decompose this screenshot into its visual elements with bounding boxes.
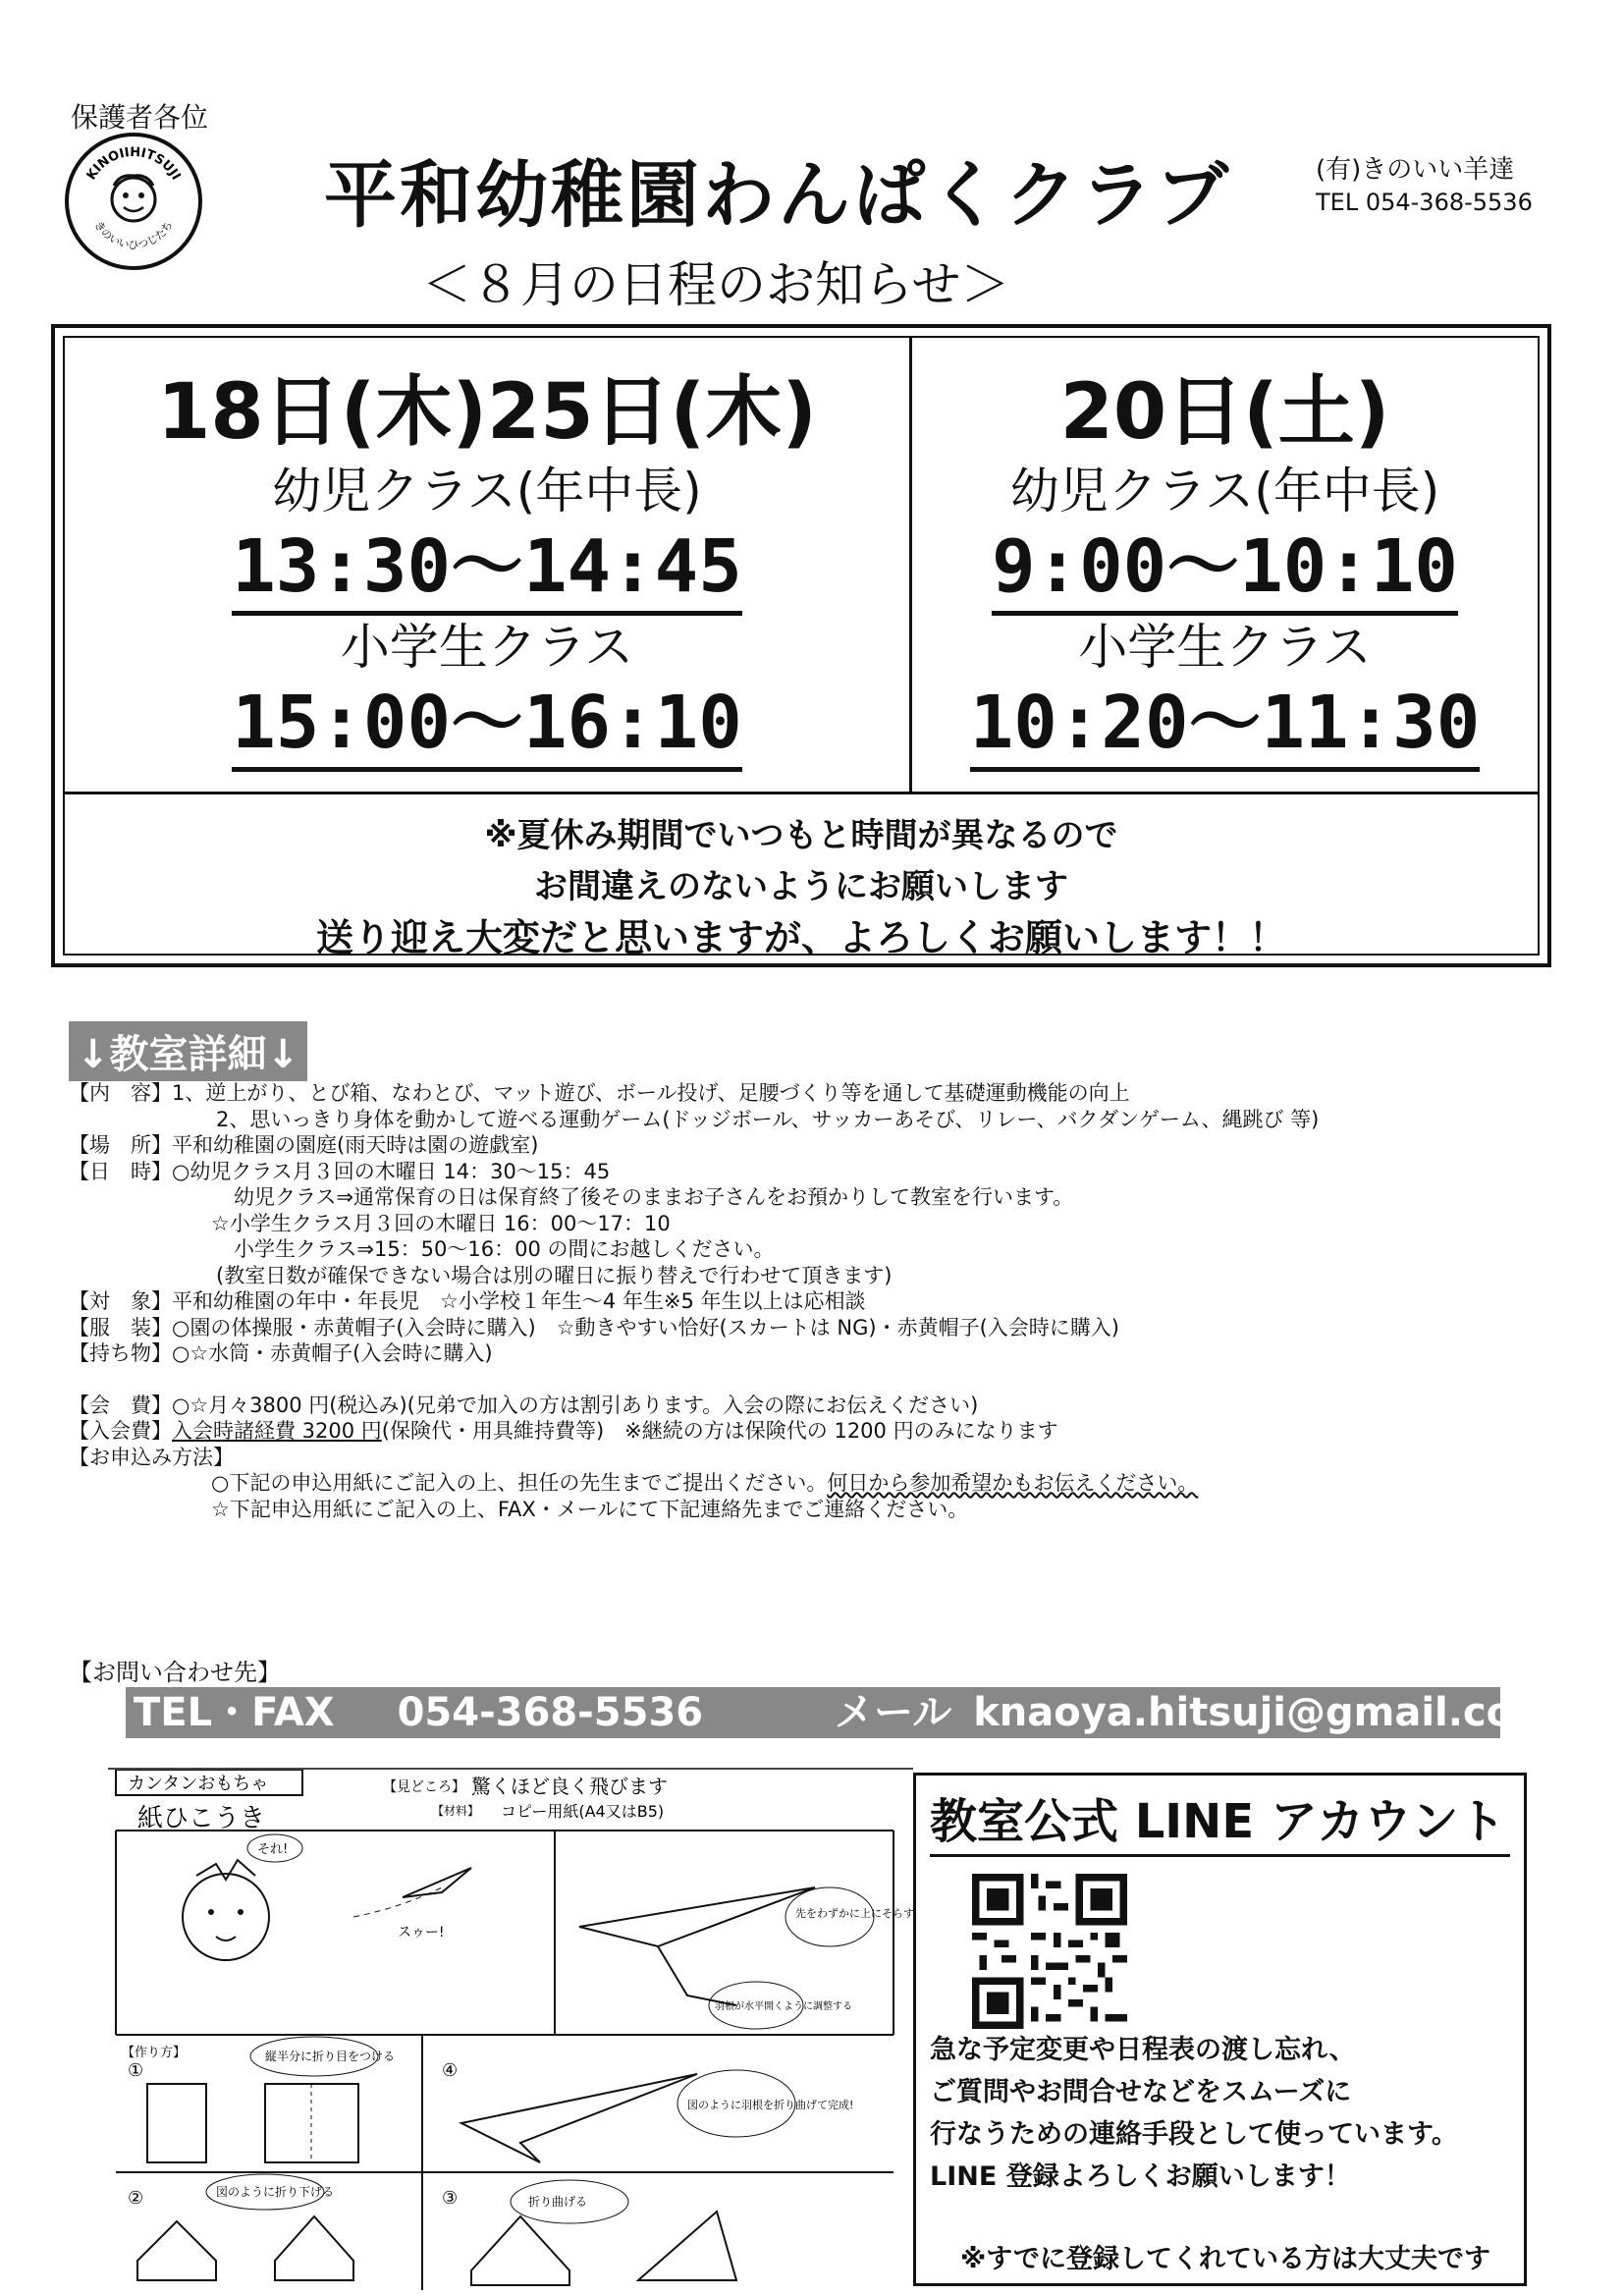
step-note: 折り曲げる [528, 2195, 588, 2209]
detail-clothes: 【服 装】○園の体操服・赤黄帽子(入会時に購入) ☆動きやすい恰好(スカートは NG)・赤黄帽子(入会時に購入) [69, 1315, 1119, 1339]
step-number: ① [128, 2060, 144, 2081]
detail-items: 【持ち物】○☆水筒・赤黄帽子(入会時に購入) [69, 1341, 493, 1365]
paper-icon [275, 2216, 353, 2280]
notice-line: ※夏休み期間でいつもと時間が異なるので [484, 816, 1118, 855]
note-text: 羽根が水平開くように調整する [715, 2001, 852, 2012]
schedule-left [65, 338, 912, 792]
tel-number: 054-368-5536 [397, 1690, 704, 1735]
detail-target: 【対 象】平和幼稚園の年中・年長児 ☆小学校１年生～4 年生※5 年生以上は応相談 [69, 1289, 866, 1313]
entry-fee-amount: 入会時諸経費 3200 円 [172, 1419, 382, 1443]
entry-fee-note: (保険代・用具維持費等) ※継続の方は保険代の 1200 円のみになります [381, 1419, 1058, 1443]
apply-heading: 【お申込み方法】 [69, 1445, 234, 1469]
contact-bar [126, 1687, 1554, 1738]
schedule-notice [65, 792, 1538, 959]
step-number: ④ [442, 2060, 459, 2081]
schedule-box [51, 324, 1551, 967]
logo-text-outer: KINOIIHITSUJI [83, 144, 184, 184]
note-text: 先をわずかに上にそらす [795, 1907, 913, 1920]
line-text: ご質問やお問合せなどをスムーズに [930, 2077, 1352, 2107]
paper-icon [471, 2216, 569, 2285]
step-note: 縦半分に折り目をつける [265, 2050, 396, 2063]
paper-icon [638, 2212, 736, 2280]
plane-side-icon [579, 1887, 815, 1946]
apply-method-2: ☆下記申込用紙にご記入の上、FAX・メールにて下記連絡先までご連絡ください。 [211, 1497, 969, 1521]
step-number: ② [128, 2188, 144, 2209]
highlight-text: 驚くほど良く飛びます [471, 1775, 668, 1798]
mail-address: knaoya.hitsuji@gmail.com [973, 1690, 1554, 1735]
class-name: 幼児クラス(年中長) [1009, 463, 1440, 519]
step-number: ③ [442, 2188, 459, 2209]
contact-heading: 【お問い合わせ先】 [69, 1659, 281, 1686]
apply-text: ○下記の申込用紙にご記入の上、担任の先生までご提出ください。 [211, 1471, 828, 1495]
detail-content: 2、思いっきり身体を動かして遊べる運動ゲーム(ドッジボール、サッカーあそび、リレー、バクダンゲーム、縄跳び 等) [216, 1107, 1320, 1131]
class-name: 小学生クラス [340, 619, 634, 676]
boy-icon [183, 1874, 269, 1960]
tel-label: TEL・FAX [134, 1690, 335, 1735]
page-subtitle: ＜８月の日程のお知らせ＞ [422, 256, 1010, 313]
howto-label: 【作り方】 [122, 2046, 187, 2060]
highlight-label: 【見どころ】 [383, 1779, 465, 1795]
line-description [930, 2029, 1458, 2198]
svg-text:きのいいひつじたち [91, 219, 175, 251]
detail-time: ☆小学生クラス月３回の木曜日 16：00～17：10 [211, 1211, 671, 1235]
class-time: 10:20～11:30 [970, 679, 1481, 772]
detail-entry-fee [69, 1418, 1561, 1445]
detail-content: 【内 容】1、逆上がり、とび箱、なわとび、マット遊び、ボール投げ、足腰づくり等を通して基礎運動機能の向上 [69, 1081, 1130, 1105]
line-text: 行なうための連絡手段として使っています。 [930, 2119, 1458, 2150]
logo-text-inner: きのいいひつじたち [91, 218, 176, 251]
mail-label: メール [835, 1690, 952, 1735]
paper-plane-instructions [108, 1768, 913, 2290]
sheep-logo-icon [65, 133, 202, 270]
paper-icon [147, 2084, 206, 2162]
details-list [69, 1080, 1561, 1522]
detail-time: 小学生クラス⇒15：50～16：00 の間にお越しください。 [234, 1237, 775, 1261]
apply-text-emphasis: 何日から参加希望かもお伝えください。 [827, 1471, 1199, 1495]
line-heading: 教室公式 LINE アカウント [930, 1794, 1506, 1849]
toy-tag: カンタンおもちゃ [128, 1774, 269, 1794]
detail-time: 幼児クラス⇒通常保育の日は保育終了後そのままお子さんをお預かりして教室を行います。 [234, 1185, 1074, 1209]
speech-text: それ! [257, 1842, 289, 1857]
entry-fee-label: 【入会費】 [69, 1419, 172, 1443]
line-text: 急な予定変更や日程表の渡し忘れ、 [930, 2035, 1356, 2065]
plane-icon [403, 1868, 471, 1897]
detail-place: 【場 所】平和幼稚園の園庭(雨天時は園の遊戯室) [69, 1133, 539, 1157]
qr-code-icon[interactable] [972, 1874, 1127, 2029]
motion-text: スゥー! [398, 1925, 445, 1941]
paper-icon [137, 2221, 216, 2280]
detail-fee: 【会 費】○☆月々3800 円(税込み)(兄弟で加入の方は割引あります。入会の際にお伝えください) [69, 1393, 979, 1417]
company-name: (有)きのいい羊達 [1316, 155, 1515, 185]
apply-method-1 [69, 1470, 1561, 1497]
line-text: LINE 登録よろしくお願いします！ [930, 2161, 1351, 2192]
company-tel: TEL 054-368-5536 [1316, 189, 1533, 216]
line-footnote: ※すでに登録してくれている方は大丈夫です [960, 2244, 1491, 2274]
addressee: 保護者各位 [71, 101, 209, 134]
schedule-date: 20日(土) [1059, 368, 1390, 457]
page-title: 平和幼稚園わんぱくクラブ [324, 153, 1231, 238]
material-text: コピー用紙(A4又はB5) [501, 1802, 665, 1821]
class-time: 15:00～16:10 [232, 679, 742, 772]
material-label: 【材料】 [432, 1804, 480, 1818]
class-name: 幼児クラス(年中長) [272, 463, 702, 519]
notice-line: 送り迎え大変だと思いますが、よろしくお願いします！！ [315, 916, 1286, 959]
line-account-box [913, 1773, 1527, 2286]
step-note: 図のように折り下げる [216, 2185, 335, 2199]
plane-step4-icon [461, 2074, 697, 2162]
step-note: 図のように羽根を折り曲げて完成! [687, 2099, 854, 2111]
class-time: 9:00～10:10 [992, 522, 1458, 616]
schedule-date: 18日(木)25日(木) [157, 368, 817, 457]
class-time: 13:30～14:45 [232, 522, 742, 616]
toy-name: 紙ひこうき [137, 1804, 266, 1833]
details-heading: ↓教室詳細↓ [69, 1021, 307, 1081]
class-name: 小学生クラス [1078, 619, 1372, 676]
notice-line: お間違えのないようにお願いします [534, 867, 1068, 906]
detail-time: 【日 時】○幼児クラス月３回の木曜日 14：30～15：45 [69, 1159, 611, 1183]
schedule-right [912, 338, 1538, 792]
detail-time: (教室日数が確保できない場合は別の曜日に振り替えで行わせて頂きます) [216, 1263, 893, 1287]
